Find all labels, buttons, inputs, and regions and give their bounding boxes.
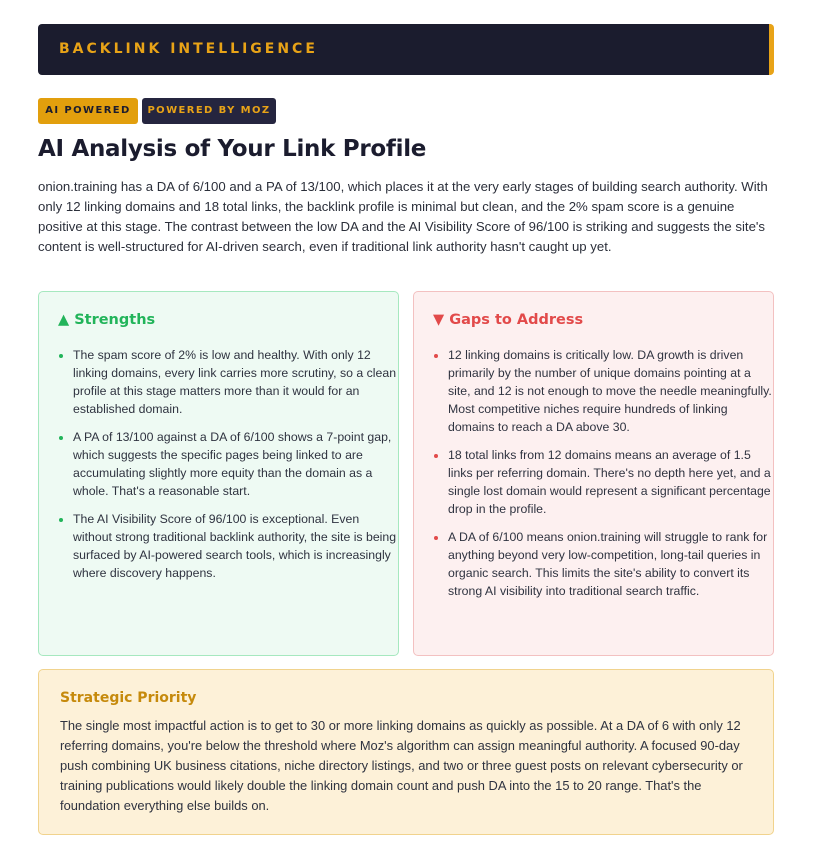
strength-item: • A PA of 13/100 against a DA of 6/100 shows a 7-point gap, which suggests the specific pages being linked to are accumulating slightly more equity than the domain as a whole. That's a reasonable start. [73, 428, 398, 500]
page-title: AI Analysis of Your Link Profile [38, 136, 427, 162]
strategic-priority-text: The single most impactful action is to get to 30 or more linking domains as quickly as possible. At a DA of 6 with only 12 referring domains, you're below the threshold where Moz's algorithm can assign meaningful authority. A focused 90-day push combining UK business citations, niche directory listings, and two or three guest posts on relevant cybersecurity or training publications would likely double the linking domain count and push DA into the 15 to 20 range. That's the foundation everything else builds on. [60, 718, 743, 813]
header-title: BACKLINK INTELLIGENCE [59, 41, 318, 57]
strategic-priority-card [38, 669, 774, 835]
gap-item: • 12 linking domains is critically low. DA growth is driven primarily by the number of unique domains pointing at a site, and 12 is not enough to move the needle meaningfully. Most competitive niches require hundreds of linking domains to reach a DA above 30. [448, 346, 773, 436]
gaps-title: ▼ Gaps to Address [433, 312, 584, 328]
strategic-priority-title: Strategic Priority [60, 690, 197, 706]
strengths-list [58, 346, 398, 592]
strengths-card [38, 291, 399, 656]
powered-by-moz-badge: POWERED BY MOZ [142, 98, 276, 124]
header-bar [38, 24, 774, 75]
gaps-list [433, 346, 773, 610]
gap-item: • 18 total links from 12 domains means an average of 1.5 links per referring domain. There's no depth here yet, and a single lost domain would represent a significant percentage drop in the profile. [448, 446, 773, 518]
intro-paragraph: onion.training has a DA of 6/100 and a PA of 13/100, which places it at the very early stages of building search authority. With only 12 linking domains and 18 total links, the backlink profile is minimal but clean, and the 2% spam score is a genuine positive at this stage. The contrast between the low DA and the AI Visibility Score of 96/100 is striking and suggests the site's content is well-structured for AI-driven search, even if traditional link authority hasn't caught up yet. [38, 179, 768, 254]
gaps-card [413, 291, 774, 656]
strength-item: • The spam score of 2% is low and healthy. With only 12 linking domains, every link carries more scrutiny, so a clean profile at this stage matters more than it would for an established domain. [73, 346, 398, 418]
ai-powered-badge: AI POWERED [38, 98, 138, 124]
gap-item: • A DA of 6/100 means onion.training will struggle to rank for anything beyond very low-competition, long-tail queries in organic search. This limits the site's ability to convert its strong AI visibility into traditional search traffic. [448, 528, 773, 600]
strengths-title: ▲ Strengths [58, 312, 156, 328]
strength-item: • The AI Visibility Score of 96/100 is exceptional. Even without strong traditional backlink authority, the site is being surfaced by AI-powered search tools, which is increasingly where discovery happens. [73, 510, 398, 582]
